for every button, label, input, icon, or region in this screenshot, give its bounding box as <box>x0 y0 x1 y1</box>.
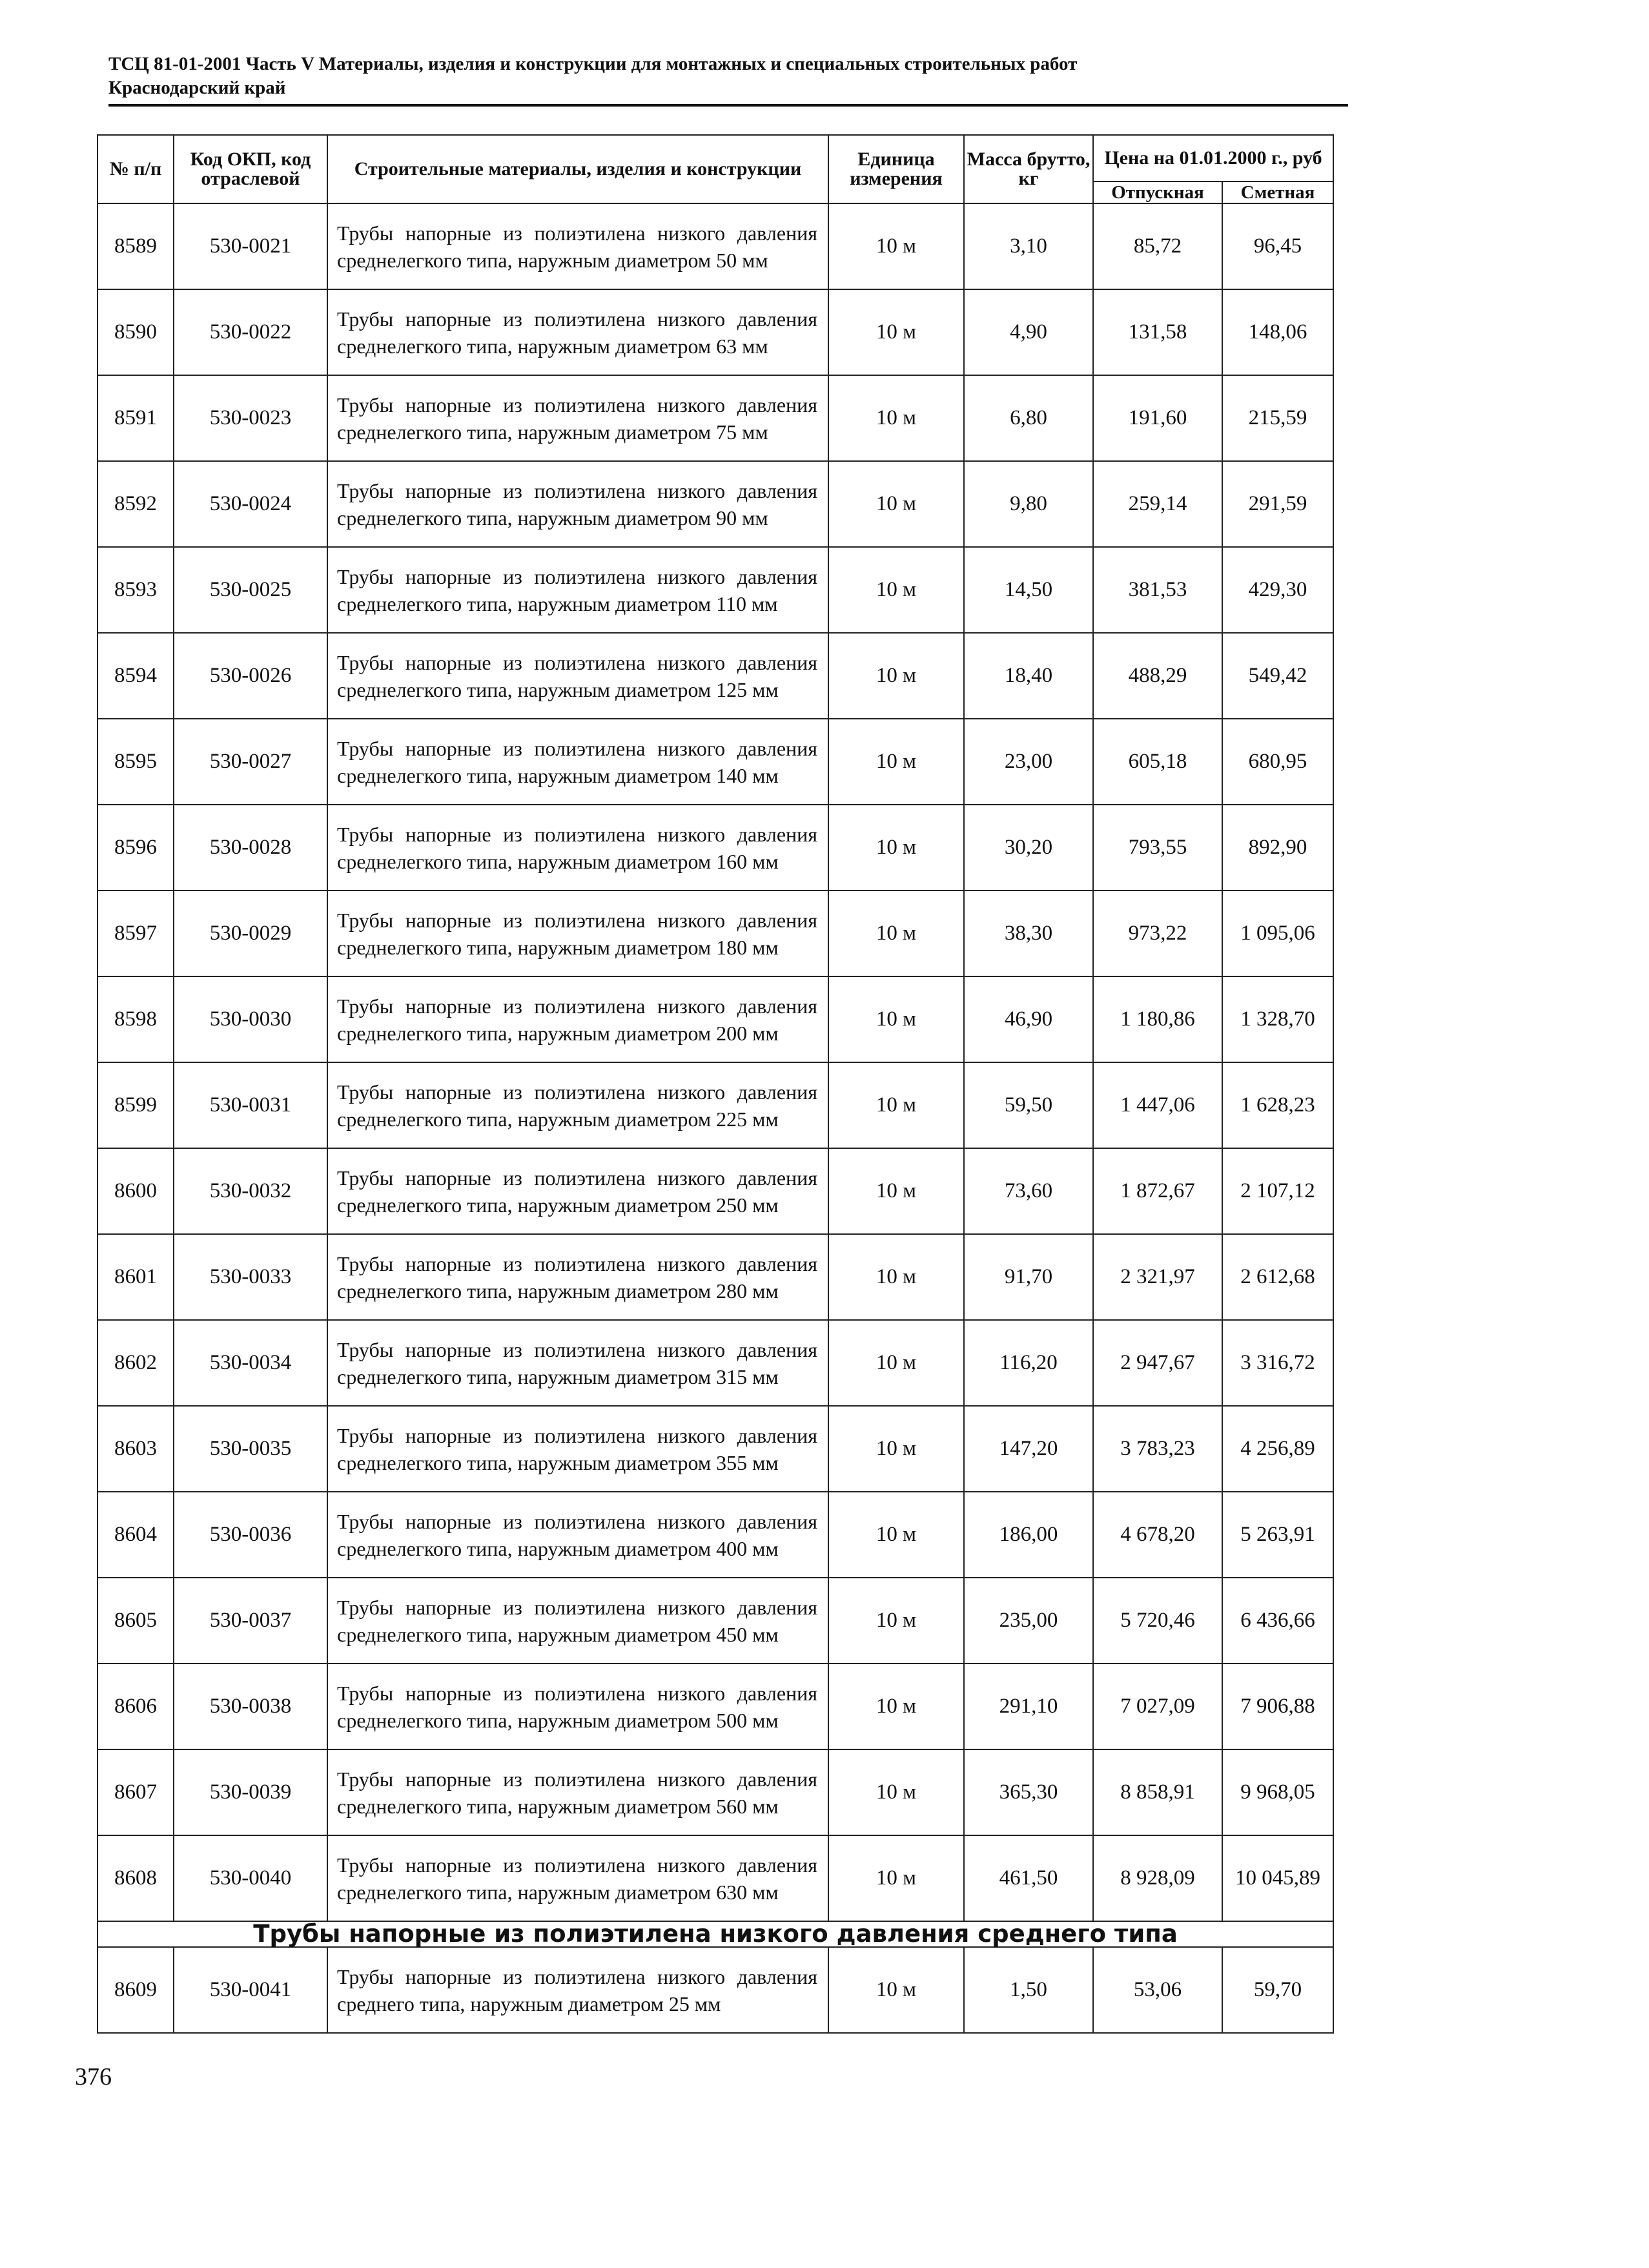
cell-mass: 3,10 <box>964 203 1093 289</box>
cell-price-release: 973,22 <box>1093 891 1222 976</box>
cell-price-estimate: 5 263,91 <box>1222 1492 1333 1578</box>
cell-name: Трубы напорные из полиэтилена низкого давления среднелегкого типа, наружным диаметром 160 мм <box>327 805 828 891</box>
cell-name: Трубы напорные из полиэтилена низкого давления среднелегкого типа, наружным диаметром 63 мм <box>327 289 828 375</box>
table-row <box>97 1148 1333 1234</box>
cell-price-release: 259,14 <box>1093 461 1222 547</box>
cell-num: 8601 <box>97 1234 174 1320</box>
cell-name: Трубы напорные из полиэтилена низкого давления среднелегкого типа, наружным диаметром 450 мм <box>327 1578 828 1664</box>
cell-unit: 10 м <box>828 976 964 1062</box>
cell-unit: 10 м <box>828 1148 964 1234</box>
cell-price-estimate: 680,95 <box>1222 719 1333 805</box>
cell-price-estimate: 7 906,88 <box>1222 1664 1333 1749</box>
cell-price-estimate: 1 628,23 <box>1222 1062 1333 1148</box>
cell-price-release: 488,29 <box>1093 633 1222 719</box>
cell-unit: 10 м <box>828 1749 964 1835</box>
cell-num: 8598 <box>97 976 174 1062</box>
cell-price-release: 2 321,97 <box>1093 1234 1222 1320</box>
col-header-num: № п/п <box>97 135 174 203</box>
cell-name: Трубы напорные из полиэтилена низкого давления среднелегкого типа, наружным диаметром 50 мм <box>327 203 828 289</box>
cell-unit: 10 м <box>828 1947 964 2033</box>
cell-unit: 10 м <box>828 1406 964 1492</box>
cell-mass: 116,20 <box>964 1320 1093 1406</box>
cell-num: 8597 <box>97 891 174 976</box>
cell-price-release: 8 928,09 <box>1093 1835 1222 1921</box>
cell-price-release: 1 180,86 <box>1093 976 1222 1062</box>
cell-price-estimate: 59,70 <box>1222 1947 1333 2033</box>
table-row <box>97 1234 1333 1320</box>
table-row <box>97 1492 1333 1578</box>
cell-mass: 30,20 <box>964 805 1093 891</box>
cell-code: 530-0040 <box>174 1835 327 1921</box>
cell-price-release: 2 947,67 <box>1093 1320 1222 1406</box>
cell-price-estimate: 1 095,06 <box>1222 891 1333 976</box>
col-header-price-release: Отпускная <box>1093 181 1222 203</box>
cell-num: 8606 <box>97 1664 174 1749</box>
table-row <box>97 1947 1333 2033</box>
cell-mass: 38,30 <box>964 891 1093 976</box>
cell-price-release: 5 720,46 <box>1093 1578 1222 1664</box>
cell-unit: 10 м <box>828 805 964 891</box>
cell-price-release: 53,06 <box>1093 1947 1222 2033</box>
cell-price-release: 191,60 <box>1093 375 1222 461</box>
cell-name: Трубы напорные из полиэтилена низкого давления среднелегкого типа, наружным диаметром 200 мм <box>327 976 828 1062</box>
cell-mass: 365,30 <box>964 1749 1093 1835</box>
cell-price-release: 381,53 <box>1093 547 1222 633</box>
cell-price-release: 1 447,06 <box>1093 1062 1222 1148</box>
cell-code: 530-0022 <box>174 289 327 375</box>
cell-unit: 10 м <box>828 289 964 375</box>
cell-name: Трубы напорные из полиэтилена низкого давления среднелегкого типа, наружным диаметром 630 мм <box>327 1835 828 1921</box>
cell-code: 530-0037 <box>174 1578 327 1664</box>
section-row <box>97 1921 1333 1947</box>
table-row <box>97 1062 1333 1148</box>
cell-unit: 10 м <box>828 461 964 547</box>
page-header <box>108 52 1348 99</box>
cell-code: 530-0035 <box>174 1406 327 1492</box>
table-row <box>97 805 1333 891</box>
cell-code: 530-0031 <box>174 1062 327 1148</box>
cell-code: 530-0025 <box>174 547 327 633</box>
cell-code: 530-0033 <box>174 1234 327 1320</box>
cell-mass: 23,00 <box>964 719 1093 805</box>
cell-unit: 10 м <box>828 633 964 719</box>
cell-unit: 10 м <box>828 1062 964 1148</box>
col-header-okp: Код ОКП, код отраслевой <box>174 135 327 203</box>
cell-price-estimate: 6 436,66 <box>1222 1578 1333 1664</box>
cell-code: 530-0028 <box>174 805 327 891</box>
cell-code: 530-0029 <box>174 891 327 976</box>
cell-unit: 10 м <box>828 375 964 461</box>
cell-unit: 10 м <box>828 1578 964 1664</box>
table-row <box>97 976 1333 1062</box>
cell-code: 530-0021 <box>174 203 327 289</box>
cell-price-estimate: 1 328,70 <box>1222 976 1333 1062</box>
header-divider <box>108 104 1348 107</box>
page-number: 376 <box>75 2063 112 2090</box>
cell-code: 530-0026 <box>174 633 327 719</box>
table-row <box>97 1664 1333 1749</box>
cell-price-release: 3 783,23 <box>1093 1406 1222 1492</box>
cell-num: 8595 <box>97 719 174 805</box>
cell-mass: 4,90 <box>964 289 1093 375</box>
cell-price-release: 85,72 <box>1093 203 1222 289</box>
cell-mass: 6,80 <box>964 375 1093 461</box>
cell-price-estimate: 10 045,89 <box>1222 1835 1333 1921</box>
cell-mass: 291,10 <box>964 1664 1093 1749</box>
cell-name: Трубы напорные из полиэтилена низкого давления среднелегкого типа, наружным диаметром 400 мм <box>327 1492 828 1578</box>
cell-name: Трубы напорные из полиэтилена низкого давления среднего типа, наружным диаметром 25 мм <box>327 1947 828 2033</box>
cell-price-release: 8 858,91 <box>1093 1749 1222 1835</box>
cell-price-estimate: 96,45 <box>1222 203 1333 289</box>
cell-num: 8592 <box>97 461 174 547</box>
cell-num: 8602 <box>97 1320 174 1406</box>
cell-num: 8604 <box>97 1492 174 1578</box>
cell-mass: 18,40 <box>964 633 1093 719</box>
cell-mass: 461,50 <box>964 1835 1093 1921</box>
cell-price-release: 605,18 <box>1093 719 1222 805</box>
cell-mass: 46,90 <box>964 976 1093 1062</box>
cell-mass: 1,50 <box>964 1947 1093 2033</box>
cell-unit: 10 м <box>828 1320 964 1406</box>
table-row <box>97 289 1333 375</box>
cell-num: 8594 <box>97 633 174 719</box>
cell-name: Трубы напорные из полиэтилена низкого давления среднелегкого типа, наружным диаметром 180 мм <box>327 891 828 976</box>
cell-code: 530-0039 <box>174 1749 327 1835</box>
cell-price-estimate: 2 612,68 <box>1222 1234 1333 1320</box>
price-table <box>97 134 1334 2034</box>
table-row <box>97 891 1333 976</box>
cell-name: Трубы напорные из полиэтилена низкого давления среднелегкого типа, наружным диаметром 560 мм <box>327 1749 828 1835</box>
cell-mass: 186,00 <box>964 1492 1093 1578</box>
cell-price-estimate: 291,59 <box>1222 461 1333 547</box>
col-header-unit: Единица измерения <box>828 135 964 203</box>
col-header-price-estimate: Сметная <box>1222 181 1333 203</box>
cell-name: Трубы напорные из полиэтилена низкого давления среднелегкого типа, наружным диаметром 140 мм <box>327 719 828 805</box>
cell-name: Трубы напорные из полиэтилена низкого давления среднелегкого типа, наружным диаметром 250 мм <box>327 1148 828 1234</box>
cell-name: Трубы напорные из полиэтилена низкого давления среднелегкого типа, наружным диаметром 90 мм <box>327 461 828 547</box>
cell-name: Трубы напорные из полиэтилена низкого давления среднелегкого типа, наружным диаметром 355 мм <box>327 1406 828 1492</box>
table-row <box>97 1320 1333 1406</box>
cell-price-estimate: 4 256,89 <box>1222 1406 1333 1492</box>
cell-name: Трубы напорные из полиэтилена низкого давления среднелегкого типа, наружным диаметром 315 мм <box>327 1320 828 1406</box>
cell-unit: 10 м <box>828 1664 964 1749</box>
table-row <box>97 633 1333 719</box>
cell-price-release: 131,58 <box>1093 289 1222 375</box>
cell-price-release: 7 027,09 <box>1093 1664 1222 1749</box>
cell-num: 8609 <box>97 1947 174 2033</box>
cell-code: 530-0038 <box>174 1664 327 1749</box>
cell-mass: 235,00 <box>964 1578 1093 1664</box>
section-title: Трубы напорные из полиэтилена низкого давления среднего типа <box>97 1921 1333 1947</box>
cell-name: Трубы напорные из полиэтилена низкого давления среднелегкого типа, наружным диаметром 110 мм <box>327 547 828 633</box>
header-region: Краснодарский край <box>108 77 286 98</box>
cell-num: 8596 <box>97 805 174 891</box>
cell-price-release: 793,55 <box>1093 805 1222 891</box>
cell-mass: 59,50 <box>964 1062 1093 1148</box>
cell-name: Трубы напорные из полиэтилена низкого давления среднелегкого типа, наружным диаметром 75 мм <box>327 375 828 461</box>
cell-price-estimate: 429,30 <box>1222 547 1333 633</box>
cell-code: 530-0041 <box>174 1947 327 2033</box>
cell-num: 8600 <box>97 1148 174 1234</box>
cell-mass: 14,50 <box>964 547 1093 633</box>
cell-name: Трубы напорные из полиэтилена низкого давления среднелегкого типа, наружным диаметром 280 мм <box>327 1234 828 1320</box>
table-row <box>97 1749 1333 1835</box>
table-row <box>97 547 1333 633</box>
cell-price-estimate: 148,06 <box>1222 289 1333 375</box>
col-header-mass: Масса брутто, кг <box>964 135 1093 203</box>
cell-num: 8599 <box>97 1062 174 1148</box>
cell-code: 530-0024 <box>174 461 327 547</box>
cell-unit: 10 м <box>828 719 964 805</box>
cell-mass: 147,20 <box>964 1406 1093 1492</box>
table-row <box>97 1406 1333 1492</box>
cell-mass: 73,60 <box>964 1148 1093 1234</box>
cell-price-estimate: 3 316,72 <box>1222 1320 1333 1406</box>
header-title: ТСЦ 81-01-2001 Часть V Материалы, изделия и конструкции для монтажных и специальных строительных работ <box>108 54 1078 74</box>
cell-num: 8590 <box>97 289 174 375</box>
table-row <box>97 375 1333 461</box>
cell-num: 8605 <box>97 1578 174 1664</box>
cell-unit: 10 м <box>828 547 964 633</box>
cell-price-estimate: 549,42 <box>1222 633 1333 719</box>
table-row <box>97 1578 1333 1664</box>
cell-name: Трубы напорные из полиэтилена низкого давления среднелегкого типа, наружным диаметром 225 мм <box>327 1062 828 1148</box>
cell-code: 530-0036 <box>174 1492 327 1578</box>
cell-mass: 91,70 <box>964 1234 1093 1320</box>
cell-unit: 10 м <box>828 1835 964 1921</box>
cell-price-estimate: 215,59 <box>1222 375 1333 461</box>
cell-num: 8589 <box>97 203 174 289</box>
cell-num: 8593 <box>97 547 174 633</box>
cell-mass: 9,80 <box>964 461 1093 547</box>
cell-price-release: 4 678,20 <box>1093 1492 1222 1578</box>
cell-num: 8608 <box>97 1835 174 1921</box>
cell-num: 8591 <box>97 375 174 461</box>
cell-code: 530-0023 <box>174 375 327 461</box>
cell-code: 530-0034 <box>174 1320 327 1406</box>
cell-unit: 10 м <box>828 891 964 976</box>
col-header-price: Цена на 01.01.2000 г., руб <box>1093 135 1333 181</box>
cell-code: 530-0030 <box>174 976 327 1062</box>
cell-name: Трубы напорные из полиэтилена низкого давления среднелегкого типа, наружным диаметром 125 мм <box>327 633 828 719</box>
cell-unit: 10 м <box>828 203 964 289</box>
cell-price-estimate: 9 968,05 <box>1222 1749 1333 1835</box>
col-header-name: Строительные материалы, изделия и конструкции <box>327 135 828 203</box>
cell-code: 530-0027 <box>174 719 327 805</box>
cell-name: Трубы напорные из полиэтилена низкого давления среднелегкого типа, наружным диаметром 500 мм <box>327 1664 828 1749</box>
cell-price-estimate: 892,90 <box>1222 805 1333 891</box>
table-row <box>97 461 1333 547</box>
cell-code: 530-0032 <box>174 1148 327 1234</box>
table-row <box>97 1835 1333 1921</box>
cell-unit: 10 м <box>828 1492 964 1578</box>
cell-price-estimate: 2 107,12 <box>1222 1148 1333 1234</box>
cell-num: 8607 <box>97 1749 174 1835</box>
table-row <box>97 719 1333 805</box>
table-row <box>97 203 1333 289</box>
cell-unit: 10 м <box>828 1234 964 1320</box>
cell-num: 8603 <box>97 1406 174 1492</box>
cell-price-release: 1 872,67 <box>1093 1148 1222 1234</box>
